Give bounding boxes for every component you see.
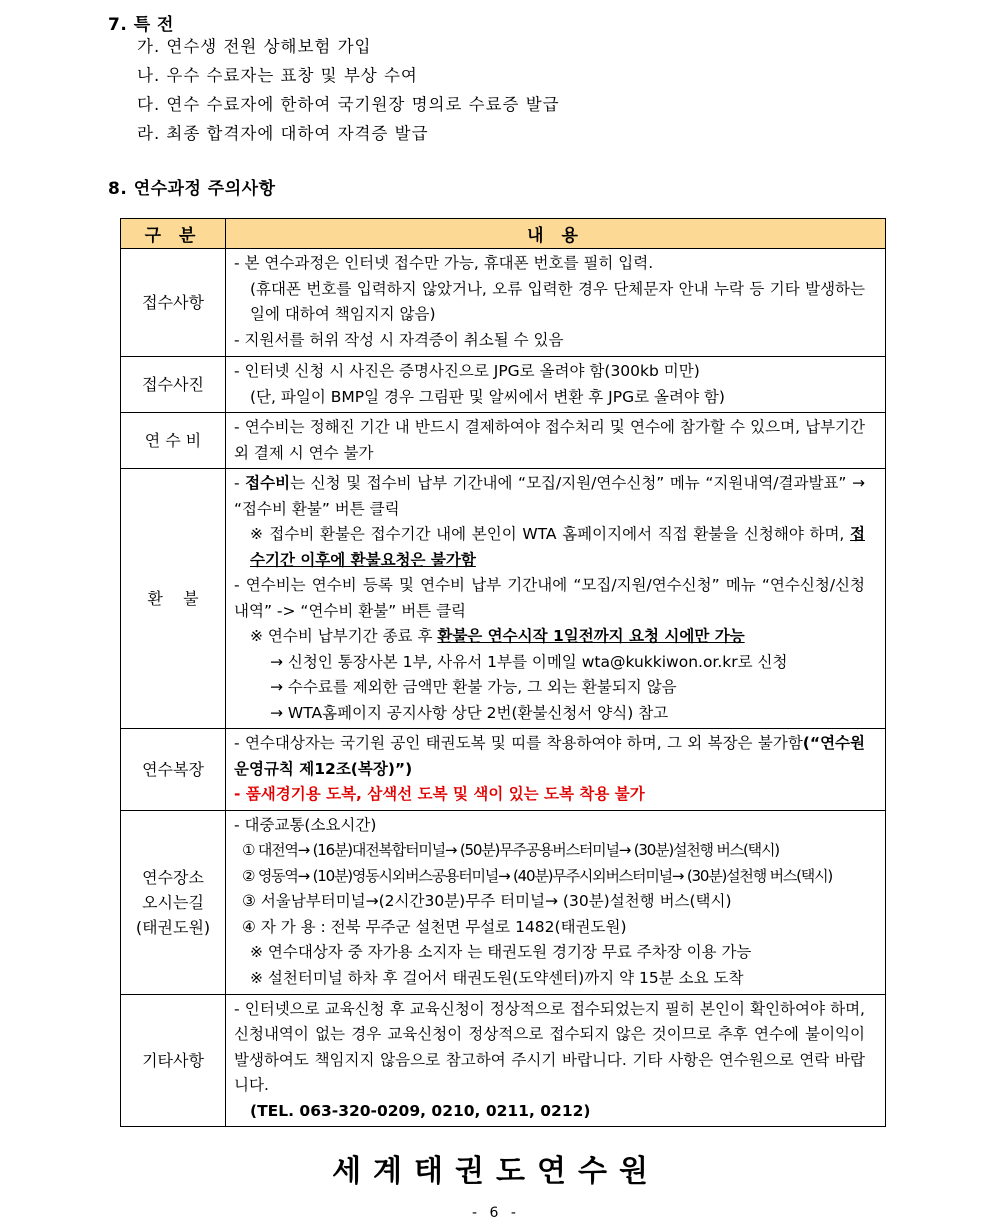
uniform-warning: - 품새경기용 도복, 삼색선 도복 및 색이 있는 도복 착용 불가 <box>234 785 645 803</box>
refund-step: → 신청인 통장사본 1부, 사유서 1부를 이메일 wta@kukkiwon.or.kr로 신청 <box>270 652 788 671</box>
directions-route: ② 영동역→ (10분)영동시외버스공용터미널→ (40분)무주시외버스터미널→ (30분)설천행 버스(택시) <box>242 866 833 885</box>
refund-step: → WTA홈페이지 공지사항 상단 2번(환불신청서 양식) 참고 <box>270 703 669 722</box>
content-cell <box>226 994 886 1127</box>
other-line: - 인터넷으로 교육신청 후 교육신청이 정상적으로 접수되었는지 필히 본인이 확인하여야 하며, 신청내역이 없는 경우 교육신청이 정상적으로 접수되지 않은 것이므로 추후 연수에 불이익이 발생하여도 책임지지 않음으로 참고하여 주시기 바랍니다. 기타 사항은 연수원으로 연락 바랍니다. <box>234 999 865 1094</box>
section-7-item-na: 나. 우수 수료자는 표창 및 부상 수여 <box>137 66 418 85</box>
refund-step: → 수수료를 제외한 금액만 환불 가능, 그 외는 환불되지 않음 <box>270 678 677 696</box>
table-row <box>121 994 886 1127</box>
uniform-rule-reference: (“연수원 운영규칙 제12조(복장)”) <box>234 734 865 778</box>
category-label: 연수장소 <box>142 867 204 887</box>
refund-prefix: - <box>234 474 246 492</box>
directions-route: ③ 서울남부터미널→(2시간30분)무주 터미널→ (30분)설천행 버스(택시) <box>242 892 732 910</box>
directions-note: ※ 설천터미널 하차 후 걸어서 태권도원(도약센터)까지 약 15분 소요 도착 <box>250 968 744 987</box>
directions-note: ※ 연수대상자 중 자가용 소지자 는 태권도원 경기장 무료 주차장 이용 가능 <box>250 943 752 961</box>
directions-heading: - 대중교통(소요시간) <box>234 815 377 834</box>
content-cell <box>226 469 886 729</box>
refund-course-note-emphasis: 환불은 연수시작 1일전까지 요청 시에만 가능 <box>437 627 745 645</box>
uniform-line-text: - 연수대상자는 국기원 공인 태권도복 및 띠를 착용하여야 하며, 그 외 복장은 불가함 <box>234 734 803 752</box>
content-cell <box>226 413 886 469</box>
notice-table <box>120 218 886 1127</box>
photo-line: - 인터넷 신청 시 사진은 증명사진으로 JPG로 올려야 함(300kb 미만) <box>234 362 700 380</box>
refund-receipt-note-emphasis: 접수기간 이후에 환불요청은 불가함 <box>250 525 865 569</box>
category-cell: 접수사진 <box>121 357 226 413</box>
category-cell: 기타사항 <box>121 994 226 1127</box>
reception-note: (휴대폰 번호를 입력하지 않았거나, 오류 입력한 경우 단체문자 안내 누락 등 기타 발생하는 일에 대하여 책임지지 않음) <box>250 279 865 323</box>
uniform-line <box>234 731 865 782</box>
directions-route: ④ 자 가 용 : 전북 무주군 설천면 무설로 1482(태권도원) <box>242 917 627 936</box>
category-cell: 연 수 비 <box>121 413 226 469</box>
refund-course-note <box>234 624 865 650</box>
header-category: 구 분 <box>121 219 226 249</box>
category-cell: 환 불 <box>121 469 226 729</box>
section-7-heading: 7. 특 전 <box>108 15 174 35</box>
content-cell <box>226 357 886 413</box>
table-row <box>121 249 886 357</box>
content-cell <box>226 810 886 994</box>
refund-course-note-text: ※ 연수비 납부기간 종료 후 <box>250 627 438 645</box>
category-cell <box>121 810 226 994</box>
table-row <box>121 729 886 811</box>
content-cell <box>226 249 886 357</box>
section-7-item-da: 다. 연수 수료자에 한하여 국기원장 명의로 수료증 발급 <box>137 95 560 114</box>
table-row <box>121 357 886 413</box>
reception-line: - 본 연수과정은 인터넷 접수만 가능, 휴대폰 번호를 필히 입력. <box>234 254 654 272</box>
table-row <box>121 469 886 729</box>
refund-receipt-note-text: ※ 접수비 환불은 접수기간 내에 본인이 WTA 홈페이지에서 직접 환불을 신청해야 하며, <box>250 525 851 543</box>
section-8-heading: 8. 연수과정 주의사항 <box>108 179 276 199</box>
contact-phone: (TEL. 063-320-0209, 0210, 0211, 0212) <box>250 1101 591 1120</box>
category-cell: 연수복장 <box>121 729 226 811</box>
refund-receipt-note <box>234 522 865 573</box>
refund-receipt-fee-text: 는 신청 및 접수비 납부 기간내에 “모집/지원/연수신청” 메뉴 “지원내역/결과발표” → “접수비 환불” 버튼 클릭 <box>234 474 865 518</box>
section-7-item-ra: 라. 최종 합격자에 대하여 자격증 발급 <box>137 124 429 143</box>
category-label: (태권도원) <box>135 917 211 937</box>
refund-receipt-fee <box>234 471 865 522</box>
category-label: 오시는길 <box>142 892 204 912</box>
table-row <box>121 810 886 994</box>
directions-route: ① 대전역→ (16분)대전복합터미널→ (50분)무주공용버스터미널→ (30분)설천행 버스(택시) <box>242 841 779 859</box>
table-header-row <box>121 219 886 249</box>
section-7-item-ga: 가. 연수생 전원 상해보험 가입 <box>137 37 372 56</box>
refund-course-fee: - 연수비는 연수비 등록 및 연수비 납부 기간내에 “모집/지원/연수신청” 메뉴 “연수신청/신청내역” -> “연수비 환불” 버튼 클릭 <box>234 576 865 620</box>
reception-line: - 지원서를 허위 작성 시 자격증이 취소될 수 있음 <box>234 330 564 349</box>
refund-receipt-fee-bold: 접수비 <box>245 474 291 492</box>
content-cell <box>226 729 886 811</box>
fee-line: - 연수비는 정해진 기간 내 반드시 결제하여야 접수처리 및 연수에 참가할 수 있으며, 납부기간 외 결제 시 연수 불가 <box>234 418 865 462</box>
header-content: 내 용 <box>226 219 886 249</box>
page-number: - 6 - <box>472 1205 520 1221</box>
photo-note: (단, 파일이 BMP일 경우 그림판 및 알씨에서 변환 후 JPG로 올려야 함) <box>250 387 725 406</box>
category-cell: 접수사항 <box>121 249 226 357</box>
table-row <box>121 413 886 469</box>
organization-name: 세계태권도연수원 <box>332 1154 660 1189</box>
